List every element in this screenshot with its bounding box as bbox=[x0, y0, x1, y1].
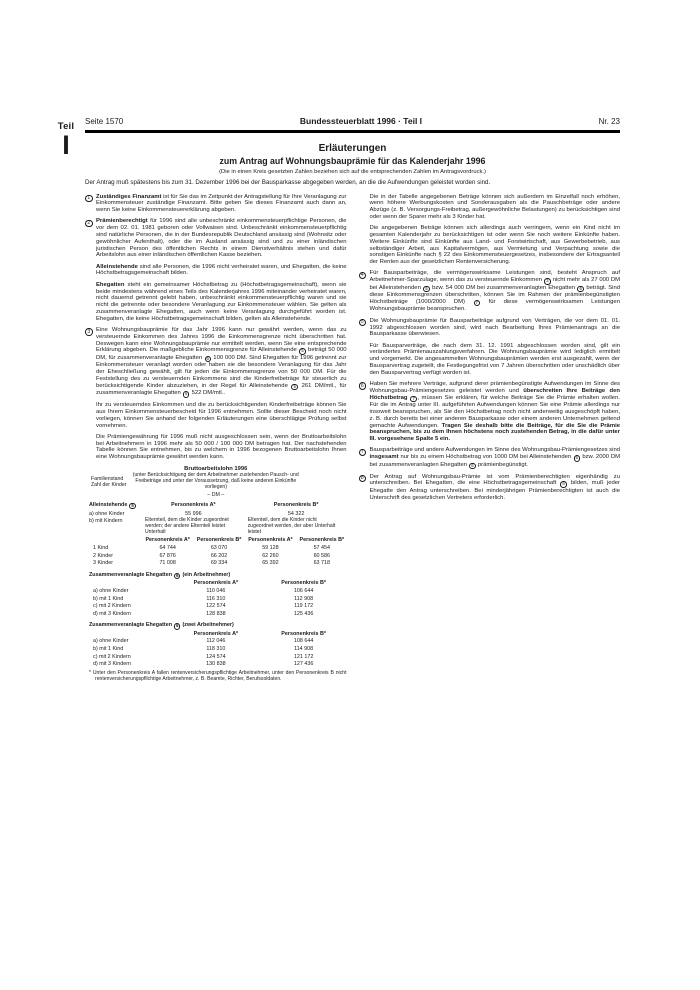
paragraph-praemiengewaehrung bbox=[85, 434, 347, 461]
table-unit: – DM – bbox=[207, 491, 225, 498]
table-section-single bbox=[85, 502, 347, 567]
paragraph-text: Die in der Tabelle angegebenen Beträge können sich außerdem im Einzelfall noch erhöhen, wenn höhere Werbungskosten und Sonderausgaben als die Pauschbeträge oder andere Abzüge (z. B. Versorgungs-Freibetrag, außergewöhnliche Belastungen) zu berücksichtigen sind oder wenn der Sparer mehr als 3 Kinder hat. bbox=[369, 193, 620, 220]
paragraph-bausparvertraege bbox=[359, 343, 621, 377]
paragraph-8 bbox=[359, 474, 621, 502]
table-side-label: Familienstand Zahl der Kinder bbox=[91, 476, 127, 489]
paragraph-text: Ihr zu versteuerndes Einkommen und die zu berücksichtigenden Kinderfreibeträge können Sie aus Ihrem Einkommensteuerbescheid für 1996 entnehmen. Sollte dieser Bescheid noch nicht vorliegen, können Sie anhand der folgenden Erläuterungen eine überschlägige Prüfung selbst vornehmen. bbox=[96, 402, 347, 429]
table-cell: 110 046 bbox=[206, 587, 226, 594]
page-content bbox=[85, 116, 620, 682]
document-subtitle: zum Antrag auf Wohnungsbauprämie für das Kalenderjahr 1996 bbox=[219, 155, 486, 166]
table-cell: 67 876 bbox=[159, 552, 176, 559]
table-cell: 125 436 bbox=[293, 610, 314, 617]
table-cell: 108 644 bbox=[293, 638, 314, 645]
margin-tab-word: Teil bbox=[57, 121, 75, 132]
table-row-label: b) mit 1 Kind bbox=[93, 595, 124, 602]
table-cell: 54 322 bbox=[287, 510, 305, 517]
table-cell: 59 128 bbox=[262, 545, 279, 552]
table-cell: 65 392 bbox=[262, 560, 279, 567]
table-cell: 124 574 bbox=[206, 653, 226, 660]
paragraph-4 bbox=[359, 270, 621, 313]
table-cell: 116 310 bbox=[206, 595, 226, 602]
table-cell: Elternteil, dem die Kinder zugeordnet werden; der andere Elternteil leistet Unterhalt bbox=[145, 517, 229, 536]
table-col-header: Personenkreis A* bbox=[145, 537, 190, 544]
page-number: Seite 1570 bbox=[85, 117, 124, 126]
paragraph-1 bbox=[85, 194, 347, 214]
paragraph-marker bbox=[359, 474, 370, 502]
circled-number-icon: 6 bbox=[174, 623, 181, 630]
deadline-note: Der Antrag muß spätestens bis zum 31. Dezember 1996 bei der Bausparkasse abgegeben werden, an die die Aufwendungen geleistet worden sind. bbox=[85, 178, 491, 186]
table-cell: 121 172 bbox=[293, 653, 314, 660]
table-cell: 60 586 bbox=[313, 552, 331, 559]
paragraph-marker bbox=[359, 194, 370, 221]
table-col-header: Personenkreis A* bbox=[193, 580, 239, 587]
circled-number-icon: 6 bbox=[174, 573, 181, 580]
document-title: Erläuterungen bbox=[318, 142, 387, 154]
paragraph-text: Ehegatten steht ein gemeinsamer Höchstbetrag zu (Höchstbetragsgemeinschaft), wenn sie beide mindestens während eines Teils des Kalenderjahres 1996 miteinander verheiratet waren, nicht dauernd getrennt gelebt haben, unbeschränkt einkommensteuerpflichtig waren und sie nicht die getrennte oder besondere Veranlagung zur Einkommensteuer wählen. Sie gelten als zusammenveranlagte Ehegatten, auch wenn keine Veranlagung durchgeführt worden ist. Ehegatten, die keine Höchstbetragsgemeinschaft bilden, gelten als Alleinstehende. bbox=[96, 281, 347, 322]
circled-number-icon: 6 bbox=[560, 481, 567, 488]
table-cell: 119 172 bbox=[294, 603, 314, 610]
paragraph-marker bbox=[359, 318, 370, 338]
table-footnote: * Unter den Personenkreis A fallen rentenversicherungspflichtige Arbeitnehmer, unter den Personenkreis B nicht rentenversicherungspflichtige Arbeitnehmer, z. B. Beamte, Richter, Berufssoldaten. bbox=[89, 669, 347, 682]
paragraph-ehegatten bbox=[85, 282, 347, 323]
table-col-header: Personenkreis B* bbox=[281, 580, 326, 587]
paragraph-betraege-verringern bbox=[359, 225, 621, 266]
table-row-label: a) ohne Kinder bbox=[93, 638, 129, 645]
table-row-label bbox=[85, 537, 141, 543]
paragraph-marker bbox=[85, 194, 96, 214]
paragraph-6 bbox=[359, 381, 621, 443]
running-header bbox=[85, 116, 620, 126]
paragraph-alleinstehende bbox=[85, 264, 347, 278]
circled-numbers-note: (Die in einen Kreis gesetzten Zahlen beziehen sich auf die entsprechenden Zahlen im Antragsvordruck.) bbox=[219, 168, 486, 175]
table-col-header: Personenkreis A* bbox=[171, 501, 216, 508]
table-row-label: 2 Kinder bbox=[93, 552, 114, 559]
table-row-label: Alleinstehende 5 bbox=[85, 502, 141, 509]
circled-number-icon: 5 bbox=[423, 286, 430, 293]
table-cell: 69 334 bbox=[210, 560, 228, 567]
table-cell: 114 908 bbox=[294, 646, 314, 652]
paragraph-7 bbox=[359, 447, 621, 469]
table-row-label: c) mit 2 Kindern bbox=[93, 653, 131, 660]
table-row-label: d) mit 3 Kindern bbox=[93, 661, 132, 668]
circled-number-icon: 7 bbox=[359, 449, 367, 457]
paragraph-tabelle-erhoehen bbox=[359, 194, 621, 221]
circled-number-icon: 6 bbox=[469, 463, 476, 470]
paragraph-2 bbox=[85, 218, 347, 259]
margin-tab-numeral: I bbox=[62, 130, 70, 160]
paragraph-text: Die Prämiengewährung für 1996 muß nicht ausgeschlossen sein, wenn der Bruttoarbeitslohn bei Arbeitnehmern in 1996 mehr als 50 000 / 100 000 DM betragen hat. Der nachstehenden Tabelle können Sie entnehmen, bis zu welchem in 1996 bezogenen Bruttoarbeitslohn Ihnen eine Wohnungsbauprämie gewährt werden kann. bbox=[96, 433, 347, 461]
circled-number-icon: 6 bbox=[577, 286, 584, 293]
table-cell: 57 454 bbox=[313, 545, 331, 552]
table-col-header: Personenkreis B* bbox=[273, 501, 319, 508]
table-cell: 112 908 bbox=[294, 595, 314, 602]
circled-number-icon: 1 bbox=[85, 195, 93, 203]
circled-number-icon: 6 bbox=[359, 382, 367, 390]
paragraph-marker bbox=[85, 434, 96, 461]
two-column-body bbox=[85, 194, 620, 683]
table-col-header: Personenkreis B* bbox=[281, 630, 326, 637]
table-row-label: a) ohne Kinder bbox=[93, 587, 129, 594]
paragraph-text: Die Wohnungsbauprämie für Bausparbeiträge aufgrund von Verträgen, die vor dem 01. 01. 1992 abgeschlossen worden sind, wird nach Bearbeitung Ihres Prämienantrags an die Bausparkasse überwiesen. bbox=[369, 317, 620, 338]
table-cell: 106 644 bbox=[293, 587, 314, 594]
table-cell: 55 996 bbox=[185, 510, 202, 517]
table-cell: 122 574 bbox=[206, 603, 226, 610]
header-rule bbox=[85, 130, 620, 133]
table-cell: 128 838 bbox=[206, 610, 226, 617]
table-section-header-married-one: Zusammenveranlagte Ehegatten 6 (ein Arbeitnehmer) bbox=[89, 571, 231, 578]
paragraph-marker bbox=[359, 381, 370, 443]
paragraph-text: Der Antrag auf Wohnungsbau-Prämie ist vom Prämienberechtigten eigenhändig zu unterschreiben. Bei Ehegatten, die eine Höchstbetragsgemeinschaft 6 bilden, muß jeder Ehegatte den Antrag unterschreiben. Bei minderjährigen Prämienberechtigten ist auch die Unterschrift des gesetzlichen Vertreters erforderlich. bbox=[369, 473, 621, 501]
table-row-label: 3 Kinder bbox=[93, 560, 114, 567]
table-cell: Elternteil, dem die Kinder nicht zugeordnet werden, der aber Unterhalt leistet bbox=[247, 517, 336, 536]
paragraph-text: Für Bausparverträge, die nach dem 31. 12. 1991 abgeschlossen worden sind, gilt ein verändertes Prämienauszahlungsverfahren. Die Wohnungsbauprämie wird lediglich ermittelt und vorgemerkt. Die angesammelten Wohnungsbauprämien werden erst ausgezahlt, wenn der Bausparvertrag zugeteilt, die Festlegungsfrist von 7 Jahren überschritten oder unschädlich über den Bausparvertrag verfügt worden ist. bbox=[369, 342, 620, 376]
table-row-label: d) mit 3 Kindern bbox=[93, 610, 132, 617]
table-cell: 118 310 bbox=[206, 646, 226, 652]
circled-number-icon: 3 bbox=[85, 328, 93, 336]
left-column bbox=[85, 194, 347, 683]
paragraph-text: Eine Wohnungsbauprämie für das Jahr 1996 kann nur gewährt werden, wenn das zu versteuernde Einkommen des Jahres 1996 die Einkommensgrenze nicht überschritten hat. Deswegen kann eine Wohnungsbauprämie nur ermittelt werden, wenn Sie eine entsprechende Erklärung abgeben. Die maßgebliche Einkommensgrenze für Alleinstehende 5 beträgt 50 000 DM, für zusammenveranlagte Ehegatten 6 100 000 DM. Sind Ehegatten für 1996 getrennt zur Einkommensteuer veranlagt worden oder haben sie die besondere Veranlagung für das Jahr der Eheschließung gewählt, gilt für jeden die Einkommensgrenze von 50 000 DM. Für die Feststellung des zu versteuernden Einkommens sind die Kinderfreibeträge für steuerlich zu berücksichtigende Kinder abzuziehen, in der Regel für Alleinstehende 5 261 DM/mtl., für zusammenveranlagte Ehegatten 6 522 DM/mtl.. bbox=[96, 327, 347, 397]
table-cell: 66 202 bbox=[210, 552, 228, 559]
table-row-label: a) ohne Kinder bbox=[89, 510, 125, 517]
paragraph-text: Die angegebenen Beträge können sich allerdings auch verringern, wenn ein Kind nicht im gesamten Kalenderjahr zu berücksichtigen ist oder wenn Sie noch weitere Einkünfte haben. Weitere Einkünfte sind Einkünfte aus Land- und Forstwirtschaft, aus Gewerbebetrieb, aus selbständiger Arbeit, aus Kapitalvermögen, aus Vermietung und Verpachtung sowie die sonstigen Einkünfte nach § 22 des Einkommensteuergesetzes, insbesondere der Ertragsanteil der Renten aus der gesetzlichen Rentenversicherung. bbox=[369, 225, 620, 266]
circled-number-icon: 5 bbox=[359, 319, 367, 327]
table-section-married-one bbox=[85, 580, 347, 617]
circled-number-icon: 7 bbox=[474, 300, 481, 307]
paragraph-text: Prämienberechtigt für 1996 sind alle unbeschränkt einkommensteuerpflichtige Personen, die vor dem 02. 01. 1981 geboren oder Vollwaisen sind. Unbeschränkt einkommensteuerpflichtig sind natürliche Personen, die in der Bundesrepublik Deutschland ansässig sind (Wohnsitz oder gewöhnlicher Aufenthalt), oder die im Ausland ansässig sind und zu einer inländischen juristischen Person des öffentlichen Rechts in einem Dienstverhältnis stehen und dafür Arbeitslohn aus einer inländischen öffentlichen Kasse beziehen. bbox=[96, 218, 347, 259]
circled-number-icon: 4 bbox=[359, 272, 367, 280]
paragraph-marker bbox=[85, 327, 96, 398]
table-cell: 112 046 bbox=[206, 638, 226, 645]
table-row-label: b) mit 1 Kind bbox=[93, 646, 124, 652]
table-col-header: Personenkreis B* bbox=[299, 537, 345, 544]
circled-number-icon: 6 bbox=[205, 356, 212, 363]
table-row-label: c) mit 2 Kindern bbox=[93, 603, 131, 610]
table-section-married-two bbox=[85, 631, 347, 668]
circled-number-icon: 3 bbox=[544, 278, 551, 285]
table-subtitle: (unter Berücksichtigung der dem Arbeitnehmer zustehenden Pausch- und Freibeträge und unter der Voraussetzung, daß keine anderen Einkünfte vorliegen) bbox=[132, 472, 299, 490]
table-cell: 127 436 bbox=[293, 661, 314, 668]
table-row-label: 1 Kind bbox=[93, 545, 109, 552]
paragraph-text: Haben Sie mehrere Verträge, aufgrund derer prämienbegünstigte Aufwendungen im Sinne des Wohnungsbau-Prämiengesetzes geleistet werden und überschreiten Ihre Beiträge den Höchstbetrag 7 , müssen Sie erklären, für welche Beiträge Sie die Prämie erhalten wollen. Für die im Antrag unter III. aufgeführten Aufwendungen können Sie eine Prämie allerdings nur insoweit beanspruchen, als Sie den Höchstbetrag noch nicht anderweitig ausgeschöpft haben, z. B. durch bereits bei einer anderen Bausparkasse oder einem anderen Unternehmen geltend gemachte Aufwendungen. Tragen Sie deshalb bitte die Beiträge, für die Sie die Prämie beanspruchen, bis zu dem Ihnen höchstens noch zustehenden Betrag, in die dafür unter III. vorgesehene Spalte 5 ein. bbox=[369, 381, 620, 443]
bruttoarbeitslohn-table bbox=[85, 466, 347, 682]
table-title: Bruttoarbeitslohn 1996 bbox=[184, 466, 248, 473]
paragraph-text: Zuständiges Finanzamt ist für Sie das im Zeitpunkt der Antragstellung für Ihre Veranlagung zur Einkommensteuer zuständige Finanzamt. Bitte geben Sie dieses Finanzamt auch dann an, wenn Sie keine Einkommensteuererklärung abgeben. bbox=[96, 193, 347, 214]
circled-number-icon: 5 bbox=[129, 503, 136, 510]
paragraph-marker bbox=[359, 447, 370, 469]
margin-tab-teil bbox=[50, 121, 82, 160]
table-cell: 130 838 bbox=[206, 661, 226, 668]
circled-number-icon: 2 bbox=[85, 220, 93, 228]
paragraph-text: Bausparbeiträge und andere Aufwendungen im Sinne des Wohnungsbau-Prämiengesetzes sind insgesamt nur bis zu einem Höchstbetrag von 1000 DM bei Alleinstehenden 5 bzw. 2000 DM bei zusammenveranlagten Ehegatten 6 prämienbegünstigt. bbox=[369, 447, 620, 468]
table-section-header-married-two: Zusammenveranlagte Ehegatten 6 (zwei Arbeitnehmer) bbox=[89, 622, 234, 629]
table-cell: 63 070 bbox=[210, 545, 228, 552]
paragraph-marker bbox=[85, 402, 96, 429]
paragraph-text: Alleinstehende sind alle Personen, die 1996 nicht verheiratet waren, und Ehegatten, die keine Höchstbetragsgemeinschaft bilden. bbox=[96, 263, 347, 277]
paragraph-marker bbox=[85, 218, 96, 259]
paragraph-einkommen-hinweis bbox=[85, 402, 347, 429]
table-col-header: Personenkreis A* bbox=[248, 537, 293, 544]
circled-number-icon: 8 bbox=[359, 475, 367, 483]
circled-number-icon: 7 bbox=[410, 396, 417, 403]
circled-number-icon: 5 bbox=[574, 455, 581, 462]
paragraph-marker bbox=[359, 343, 370, 377]
circled-number-icon: 5 bbox=[291, 384, 298, 391]
paragraph-text: Für Bausparbeiträge, die vermögenswirksame Leistungen sind, besteht Anspruch auf Arbeitnehmer-Sparzulage, wenn das zu versteuernde Einkommen 3 nicht mehr als 27 000 DM bei Alleinstehenden 5 bzw. 54 000 DM bei zusammenveranlagten Ehegatten 6 beträgt. Sind diese Einkommensgrenzen überschritten, können Sie im Rahmen der prämienbegünstigten Höchstbeträge (1000/2000 DM) 7 für diese vermögenswirksamen Leistungen Wohnungsbauprämie beanspruchen. bbox=[369, 270, 621, 313]
circled-number-icon: 5 bbox=[299, 348, 306, 355]
table-row-label: b) mit Kindern bbox=[89, 518, 123, 525]
journal-title: Bundessteuerblatt 1996 · Teil I bbox=[299, 116, 423, 126]
table-cell: 71 008 bbox=[159, 560, 176, 567]
paragraph-marker bbox=[85, 282, 96, 323]
circled-number-icon: 6 bbox=[183, 391, 190, 398]
paragraph-marker bbox=[359, 225, 370, 266]
table-cell: 62 260 bbox=[262, 552, 279, 559]
paragraph-marker bbox=[359, 270, 370, 313]
paragraph-3 bbox=[85, 327, 347, 398]
table-cell: 64 744 bbox=[159, 545, 176, 552]
paragraph-5 bbox=[359, 318, 621, 338]
table-col-header: Personenkreis B* bbox=[196, 537, 242, 544]
right-column bbox=[359, 194, 621, 683]
paragraph-marker bbox=[85, 264, 96, 278]
table-col-header: Personenkreis A* bbox=[193, 630, 239, 637]
table-cell: 63 718 bbox=[313, 560, 331, 567]
issue-number: Nr. 23 bbox=[598, 117, 620, 126]
